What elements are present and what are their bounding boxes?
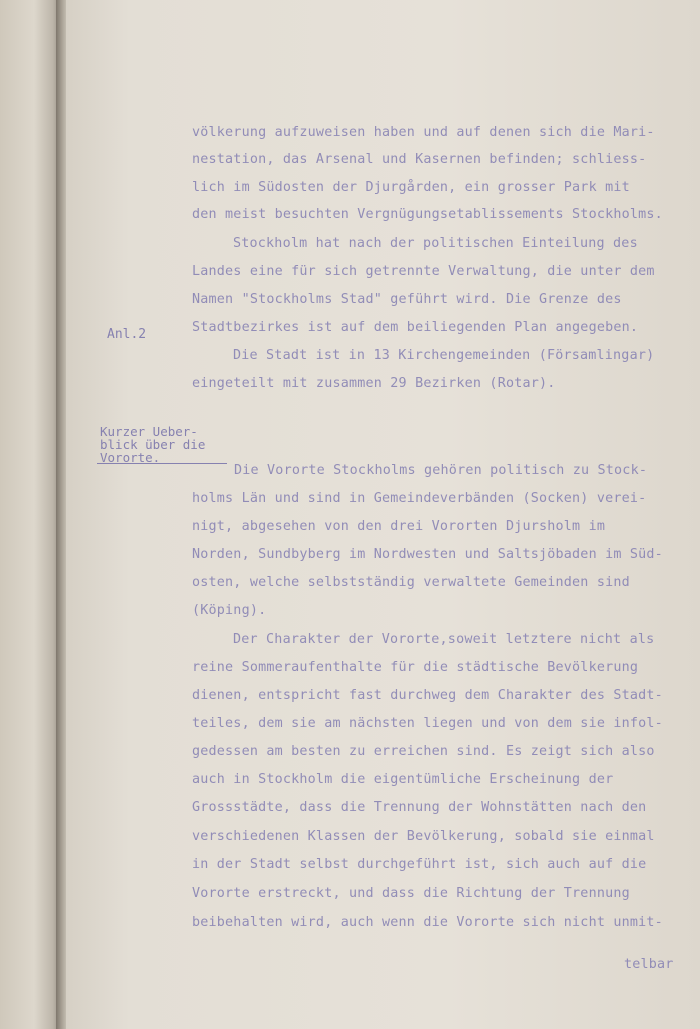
text-line-4: den meist besuchten Vergnügungsetablissements Stockholms. [192, 207, 663, 222]
text-line-8: Stadtbezirkes ist auf dem beiliegenden Plan angegeben. [192, 320, 639, 335]
side-heading-underline [97, 463, 227, 465]
text-line-25: in der Stadt selbst durchgeführt ist, sich auch auf die [192, 857, 647, 872]
text-line-17: Der Charakter der Vororte,soweit letztere nicht als [233, 632, 655, 647]
text-line-13: nigt, abgesehen von den drei Vororten Djursholm im [192, 519, 606, 534]
text-line-27: beibehalten wird, auch wenn die Vororte sich nicht unmit- [192, 915, 663, 930]
side-heading-line-1: Kurzer Ueber- [100, 424, 198, 439]
text-line-22: auch in Stockholm die eigentümliche Erscheinung der [192, 772, 614, 787]
annex-label: Anl.2 [107, 327, 147, 342]
text-line-20: teiles, dem sie am nächsten liegen und von dem sie infol- [192, 716, 663, 731]
text-line-26: Vororte erstreckt, und dass die Richtung der Trennung [192, 886, 630, 901]
text-line-11: Die Vororte Stockholms gehören politisch zu Stock- [234, 463, 648, 478]
text-line-10: eingeteilt mit zusammen 29 Bezirken (Rotar). [192, 376, 556, 391]
text-line-16: (Köping). [192, 603, 267, 618]
text-line-9: Die Stadt ist in 13 Kirchengemeinden (Församlingar) [233, 348, 655, 363]
text-line-14: Norden, Sundbyberg im Nordwesten und Saltsjöbaden im Süd- [192, 547, 663, 562]
side-heading-line-2: blick über die [100, 437, 206, 452]
catchword: telbar [624, 957, 674, 972]
text-line-3: lich im Südosten der Djurgården, ein grosser Park mit [192, 180, 630, 195]
text-line-5: Stockholm hat nach der politischen Einteilung des [233, 236, 638, 251]
text-line-18: reine Sommeraufenthalte für die städtische Bevölkerung [192, 660, 639, 675]
text-line-19: dienen, entspricht fast durchweg dem Charakter des Stadt- [192, 688, 663, 703]
left-page-edge [0, 0, 62, 1029]
text-line-12: holms Län und sind in Gemeindeverbänden (Socken) verei- [192, 491, 647, 506]
text-line-23: Grossstädte, dass die Trennung der Wohnstätten nach den [192, 800, 647, 815]
text-line-24: verschiedenen Klassen der Bevölkerung, sobald sie einmal [192, 829, 655, 844]
text-line-2: nestation, das Arsenal und Kasernen befinden; schliess- [192, 152, 647, 167]
text-line-7: Namen "Stockholms Stad" geführt wird. Die Grenze des [192, 292, 622, 307]
text-line-6: Landes eine für sich getrennte Verwaltung, die unter dem [192, 264, 655, 279]
text-line-1: völkerung aufzuweisen haben und auf denen sich die Mari- [192, 125, 655, 140]
side-heading-line-3: Vororte. [100, 450, 161, 465]
text-line-15: osten, welche selbstständig verwaltete Gemeinden sind [192, 575, 630, 590]
text-line-21: gedessen am besten zu erreichen sind. Es zeigt sich also [192, 744, 655, 759]
